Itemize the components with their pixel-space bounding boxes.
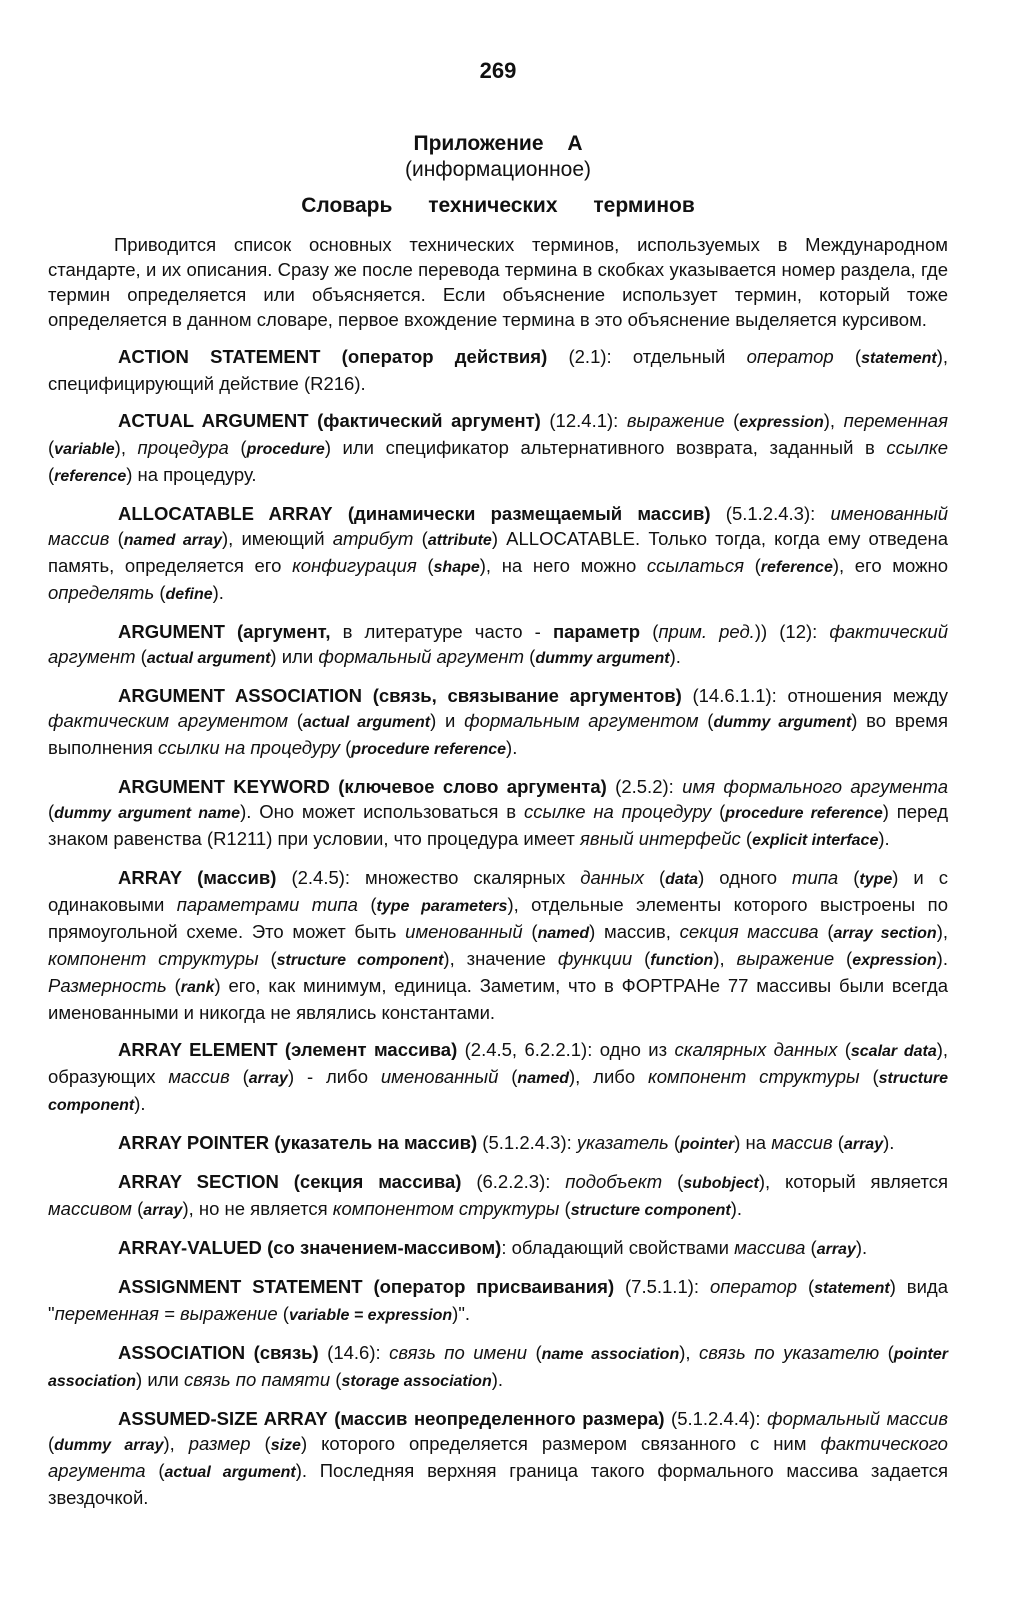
entry-text: ( bbox=[698, 710, 714, 731]
english-term: dummy argument bbox=[713, 714, 852, 731]
entry-text: ), bbox=[936, 921, 948, 942]
entry-text: ). bbox=[669, 646, 681, 667]
cross-reference: именованный bbox=[405, 921, 523, 942]
cross-reference: размер bbox=[188, 1433, 251, 1454]
cross-reference: связь по указателю bbox=[699, 1342, 880, 1363]
glossary-entry bbox=[48, 774, 948, 853]
english-term: dummy argument bbox=[535, 650, 670, 667]
entry-text: (2.5.2): bbox=[606, 776, 683, 797]
cross-reference: массив bbox=[168, 1066, 230, 1087]
entry-text: ( bbox=[711, 801, 726, 822]
entry-term: ASSUMED-SIZE ARRAY bbox=[118, 1408, 328, 1429]
cross-reference: именованный bbox=[380, 1066, 499, 1087]
entry-text: ( bbox=[838, 867, 860, 888]
cross-reference: данных bbox=[580, 867, 645, 888]
english-term: define bbox=[165, 586, 213, 603]
entry-text: (7.5.1.1): bbox=[614, 1276, 710, 1297]
entry-text: ), значение bbox=[443, 948, 558, 969]
cross-reference: параметрами типа bbox=[176, 894, 358, 915]
glossary-entry bbox=[48, 683, 948, 762]
cross-reference: формальный массив bbox=[767, 1408, 948, 1429]
cross-reference: атрибут bbox=[332, 528, 414, 549]
entry-text: )". bbox=[452, 1303, 471, 1324]
entry-text: ( bbox=[498, 1066, 518, 1087]
entry-term: ARGUMENT KEYWORD bbox=[118, 776, 330, 797]
entry-text: ). bbox=[883, 1132, 895, 1153]
glossary-entry bbox=[48, 501, 948, 607]
entry-text: ), который является bbox=[758, 1171, 948, 1192]
entry-text: ( bbox=[879, 1342, 894, 1363]
entry-text: ( bbox=[740, 828, 753, 849]
english-term: attribute bbox=[427, 532, 492, 549]
entry-text: ( bbox=[288, 710, 303, 731]
entry-text: ( bbox=[48, 464, 55, 485]
entry-text: ( bbox=[797, 1276, 815, 1297]
cross-reference: процедура bbox=[137, 437, 229, 458]
english-term: actual argument bbox=[302, 714, 431, 731]
entry-text: ( bbox=[724, 410, 740, 431]
cross-reference: ссылке bbox=[886, 437, 948, 458]
entry-text: (2.4.5): множество скалярных bbox=[276, 867, 581, 888]
cross-reference: фактическим аргументом bbox=[48, 710, 289, 731]
entry-text: ) во время выполнения bbox=[48, 710, 948, 758]
cross-reference: массивом bbox=[48, 1198, 132, 1219]
term-translation: (со значением-массивом) bbox=[267, 1237, 502, 1258]
entry-text: ( bbox=[131, 1198, 144, 1219]
cross-reference: Размерность bbox=[48, 975, 167, 996]
term-translation: (фактический аргумент) bbox=[317, 410, 541, 431]
entry-text: ( bbox=[837, 1039, 851, 1060]
entry-text: ), но не является bbox=[182, 1198, 333, 1219]
entry-term: ARRAY bbox=[118, 867, 183, 888]
english-term: named array bbox=[123, 532, 222, 549]
cross-reference: массива bbox=[734, 1237, 806, 1258]
entry-text: ) ALLOCATABLE. Только тогда, когда ему отведена память, определяется его bbox=[48, 528, 948, 576]
entry-text: ), bbox=[713, 948, 737, 969]
entry-text: ) и bbox=[430, 710, 465, 731]
entry-term: ARGUMENT ASSOCIATION bbox=[118, 685, 362, 706]
english-term: structure component bbox=[48, 1070, 948, 1114]
english-term: data bbox=[665, 871, 699, 888]
entry-text: ), имеющий bbox=[221, 528, 333, 549]
glossary-entries bbox=[48, 344, 948, 1510]
entry-text: ( bbox=[526, 1342, 542, 1363]
cross-reference: фактический аргумент bbox=[48, 621, 949, 667]
term-translation: (секция массива) bbox=[293, 1171, 462, 1192]
glossary-entry bbox=[48, 1169, 948, 1223]
entry-text: (14.6.1.1): отношения между bbox=[681, 685, 948, 706]
english-term: actual argument bbox=[146, 650, 271, 667]
entry-text: (5.1.2.4.4): bbox=[664, 1408, 768, 1429]
entry-text: ) перед знаком равенства (R1211) при условии, что процедура имеет bbox=[48, 801, 949, 849]
entry-term: ASSOCIATION bbox=[118, 1342, 246, 1363]
cross-reference: массив bbox=[771, 1132, 833, 1153]
glossary-entry bbox=[48, 619, 948, 671]
entry-text: (2.1): отдельный bbox=[547, 346, 747, 367]
intro-paragraph: Приводится список основных технических терминов, используемых в Международном стандарте, и их описания. Сразу же после перевода термина в скобках указывается номер раздела, где термин определяется или объясняется. Если объяснение использует термин, который тоже определяется в данном словаре, первое вхождение термина в это объяснение выделяется курсивом. bbox=[48, 234, 948, 330]
entry-text: ( bbox=[135, 646, 147, 667]
entry-text: ( bbox=[229, 1066, 249, 1087]
entry-text: ). bbox=[491, 1369, 504, 1390]
glossary-entry bbox=[48, 1340, 948, 1394]
entry-text: ( bbox=[250, 1433, 271, 1454]
entry-text: ( bbox=[339, 737, 352, 758]
entry-text: ( bbox=[744, 555, 761, 576]
entry-text: (6.2.2.3): bbox=[461, 1171, 566, 1192]
term-translation: (оператор действия) bbox=[341, 346, 548, 367]
entry-text: (2.4.5, 6.2.2.1): одно из bbox=[457, 1039, 675, 1060]
term-translation: параметр bbox=[552, 621, 641, 642]
glossary-entry bbox=[48, 344, 948, 396]
entry-text: ) его, как минимум, единица. Заметим, что в ФОРТРАНе 77 массивы были всегда именованными и никогда не являлись константами. bbox=[48, 975, 948, 1023]
entry-text: ( bbox=[416, 555, 434, 576]
english-term: dummy array bbox=[54, 1437, 164, 1454]
entry-text: : обладающий свойствами bbox=[501, 1237, 735, 1258]
document-page bbox=[48, 58, 948, 1510]
entry-text: ( bbox=[357, 894, 377, 915]
entry-text: ). Последняя верхняя граница такого формального массива задается звездочкой. bbox=[48, 1460, 948, 1508]
english-term: size bbox=[270, 1437, 301, 1454]
term-translation: (ключевое слово аргумента) bbox=[338, 776, 607, 797]
english-term: rank bbox=[180, 979, 215, 996]
cross-reference: переменная = выражение bbox=[54, 1303, 278, 1324]
cross-reference: явный интерфейс bbox=[580, 828, 741, 849]
entry-text: ) которого определяется размером связанного с ним bbox=[300, 1433, 821, 1454]
glossary-entry bbox=[48, 865, 948, 1025]
glossary-entry bbox=[48, 1274, 948, 1328]
cross-reference: именованный массив bbox=[48, 503, 948, 549]
cross-reference: функции bbox=[557, 948, 633, 969]
entry-text: ( bbox=[522, 921, 538, 942]
entry-text: ). bbox=[212, 582, 224, 603]
english-term: type parameters bbox=[376, 898, 508, 915]
english-term: procedure reference bbox=[351, 741, 507, 758]
entry-term: ACTION STATEMENT bbox=[118, 346, 321, 367]
entry-text: ), отдельные элементы которого выстроены по прямоугольной схеме. Это может быть bbox=[48, 894, 948, 942]
english-term: name association bbox=[541, 1346, 680, 1363]
glossary-entry bbox=[48, 408, 948, 489]
cross-reference: компонентом структуры bbox=[332, 1198, 560, 1219]
page-number: 269 bbox=[479, 58, 517, 83]
cross-reference: оператор bbox=[709, 1276, 798, 1297]
english-term: actual argument bbox=[164, 1464, 296, 1481]
entry-text: ( bbox=[832, 1132, 844, 1153]
entry-text: ( bbox=[48, 801, 55, 822]
entry-text: (12.4.1): bbox=[540, 410, 627, 431]
entry-text: ( bbox=[644, 867, 666, 888]
entry-text: ( bbox=[559, 1198, 571, 1219]
cross-reference: конфигурация bbox=[292, 555, 417, 576]
glossary-entry bbox=[48, 1037, 948, 1118]
entry-text: ) одного bbox=[698, 867, 793, 888]
english-term: pointer association bbox=[48, 1346, 948, 1390]
entry-text: ) на процедуру. bbox=[126, 464, 257, 485]
entry-text: ) или bbox=[136, 1369, 184, 1390]
entry-text: ) или bbox=[270, 646, 319, 667]
english-term: expression bbox=[739, 414, 824, 431]
entry-term: ARRAY SECTION bbox=[118, 1171, 279, 1192]
english-term: storage association bbox=[341, 1373, 492, 1390]
cross-reference: связь по памяти bbox=[183, 1369, 331, 1390]
entry-text: (5.1.2.4.3): bbox=[477, 1132, 577, 1153]
english-term: array bbox=[843, 1136, 884, 1153]
cross-reference: выражение bbox=[736, 948, 835, 969]
entry-text: ( bbox=[834, 948, 853, 969]
entry-text: )) (12): bbox=[754, 621, 830, 642]
entry-text: ( bbox=[166, 975, 181, 996]
cross-reference: определять bbox=[48, 582, 155, 603]
entry-text: ), bbox=[823, 410, 844, 431]
entry-text: ( bbox=[662, 1171, 684, 1192]
entry-text: ( bbox=[668, 1132, 681, 1153]
cross-reference: ссылаться bbox=[646, 555, 744, 576]
cross-reference: формальным аргументом bbox=[464, 710, 699, 731]
cross-reference: типа bbox=[792, 867, 839, 888]
entry-text: ). bbox=[855, 1237, 868, 1258]
entry-text: ( bbox=[154, 582, 166, 603]
term-translation: (оператор присваивания) bbox=[373, 1276, 615, 1297]
entry-text: ), bbox=[163, 1433, 189, 1454]
entry-text: ( bbox=[413, 528, 428, 549]
cross-reference: оператор bbox=[746, 346, 834, 367]
term-translation: (массив) bbox=[197, 867, 277, 888]
english-term: dummy argument name bbox=[54, 805, 241, 822]
entry-text: ( bbox=[109, 528, 124, 549]
term-translation: (динамически размещаемый массив) bbox=[347, 503, 711, 524]
english-term: variable = expression bbox=[288, 1307, 453, 1324]
entry-text: ). Оно может использоваться в bbox=[240, 801, 524, 822]
term-translation: (массив неопределенного размера) bbox=[334, 1408, 665, 1429]
cross-reference: подобъект bbox=[565, 1171, 663, 1192]
entry-text: ( bbox=[228, 437, 247, 458]
entry-text: ( bbox=[145, 1460, 165, 1481]
english-term: function bbox=[650, 952, 714, 969]
term-translation: (связь, связывание аргументов) bbox=[372, 685, 682, 706]
entry-text: ) на bbox=[734, 1132, 772, 1153]
entry-text: ( bbox=[330, 1369, 342, 1390]
entry-text: ) - либо bbox=[287, 1066, 381, 1087]
entry-text: ( bbox=[48, 437, 55, 458]
english-term: named bbox=[537, 925, 590, 942]
cross-reference: переменная bbox=[843, 410, 948, 431]
entry-term: ARGUMENT bbox=[118, 621, 225, 642]
entry-text: (5.1.2.4.3): bbox=[710, 503, 831, 524]
english-term: array bbox=[248, 1070, 288, 1087]
cross-reference: компонент структуры bbox=[48, 948, 259, 969]
cross-reference: выражение bbox=[626, 410, 725, 431]
entry-text: ( bbox=[833, 346, 862, 367]
entry-text: ). bbox=[134, 1093, 146, 1114]
cross-reference: указатель bbox=[576, 1132, 669, 1153]
term-translation: (указатель на массив) bbox=[274, 1132, 478, 1153]
term-translation: (аргумент, bbox=[237, 621, 331, 642]
entry-text: ). bbox=[730, 1198, 743, 1219]
entry-term: ASSIGNMENT STATEMENT bbox=[118, 1276, 363, 1297]
entry-term: ARRAY POINTER bbox=[118, 1132, 270, 1153]
english-term: explicit interface bbox=[752, 832, 879, 849]
english-term: reference bbox=[54, 468, 127, 485]
entry-term: ALLOCATABLE ARRAY bbox=[118, 503, 333, 524]
entry-text: ( bbox=[277, 1303, 289, 1324]
english-term: scalar data bbox=[850, 1043, 937, 1060]
entry-text: ) вида " bbox=[48, 1276, 948, 1324]
entry-text: ( bbox=[640, 621, 659, 642]
term-translation: (элемент массива) bbox=[284, 1039, 458, 1060]
english-term: expression bbox=[852, 952, 937, 969]
english-term: statement bbox=[814, 1280, 890, 1297]
english-term: array section bbox=[833, 925, 937, 942]
english-term: procedure reference bbox=[725, 805, 883, 822]
glossary-entry bbox=[48, 1130, 948, 1157]
entry-text: ), bbox=[679, 1342, 700, 1363]
english-term: type bbox=[859, 871, 893, 888]
entry-text: в литературе часто - bbox=[330, 621, 553, 642]
entry-text: ), образующих bbox=[48, 1039, 949, 1087]
entry-text: ). bbox=[936, 948, 948, 969]
cross-reference: компонент структуры bbox=[648, 1066, 860, 1087]
cross-reference: фактического аргумента bbox=[48, 1433, 948, 1481]
entry-text: ), либо bbox=[569, 1066, 649, 1087]
entry-term: ARRAY-VALUED bbox=[118, 1237, 262, 1258]
entry-text: ), специфицирующий действие (R216). bbox=[48, 346, 948, 394]
entry-text: ( bbox=[859, 1066, 879, 1087]
appendix-title: Приложение А bbox=[413, 132, 583, 155]
english-term: structure component bbox=[570, 1202, 731, 1219]
appendix-subtitle: (информационное) bbox=[404, 158, 592, 181]
entry-term: ARRAY ELEMENT bbox=[118, 1039, 278, 1060]
glossary-entry bbox=[48, 1235, 948, 1262]
cross-reference: связь по имени bbox=[389, 1342, 527, 1363]
entry-text: ( bbox=[48, 1433, 55, 1454]
english-term: reference bbox=[760, 559, 833, 576]
entry-text: ( bbox=[524, 646, 536, 667]
entry-text: ( bbox=[818, 921, 834, 942]
cross-reference: скалярных данных bbox=[674, 1039, 838, 1060]
entry-text: ), его можно bbox=[832, 555, 948, 576]
entry-text: ) массив, bbox=[589, 921, 680, 942]
entry-text: ) и с одинаковыми bbox=[48, 867, 948, 915]
entry-text: ). bbox=[878, 828, 890, 849]
entry-text: (14.6): bbox=[318, 1342, 390, 1363]
entry-text: ), на него можно bbox=[479, 555, 647, 576]
term-translation: (связь) bbox=[253, 1342, 319, 1363]
entry-text: ( bbox=[632, 948, 651, 969]
english-term: variable bbox=[54, 441, 115, 458]
glossary-entry bbox=[48, 1406, 948, 1510]
cross-reference: ссылке на процедуру bbox=[523, 801, 712, 822]
english-term: pointer bbox=[680, 1136, 735, 1153]
english-term: statement bbox=[861, 350, 937, 367]
entry-text: ( bbox=[258, 948, 277, 969]
dictionary-title: Словарь технических терминов bbox=[301, 194, 695, 217]
cross-reference: имя формального аргумента bbox=[682, 776, 949, 797]
cross-reference: секция массива bbox=[679, 921, 819, 942]
english-term: shape bbox=[433, 559, 480, 576]
english-term: structure component bbox=[276, 952, 444, 969]
entry-text: ) или спецификатор альтернативного возврата, заданный в bbox=[324, 437, 887, 458]
english-term: procedure bbox=[246, 441, 325, 458]
entry-text: ( bbox=[805, 1237, 817, 1258]
entry-text: ), bbox=[114, 437, 138, 458]
entry-text: ). bbox=[506, 737, 518, 758]
cross-reference: ссылки на процедуру bbox=[158, 737, 340, 758]
cross-reference: формальный аргумент bbox=[318, 646, 525, 667]
entry-term: ACTUAL ARGUMENT bbox=[118, 410, 309, 431]
english-term: array bbox=[816, 1241, 856, 1258]
english-term: array bbox=[143, 1202, 183, 1219]
cross-reference: прим. ред. bbox=[658, 621, 755, 642]
english-term: named bbox=[517, 1070, 569, 1087]
english-term: subobject bbox=[683, 1175, 759, 1192]
